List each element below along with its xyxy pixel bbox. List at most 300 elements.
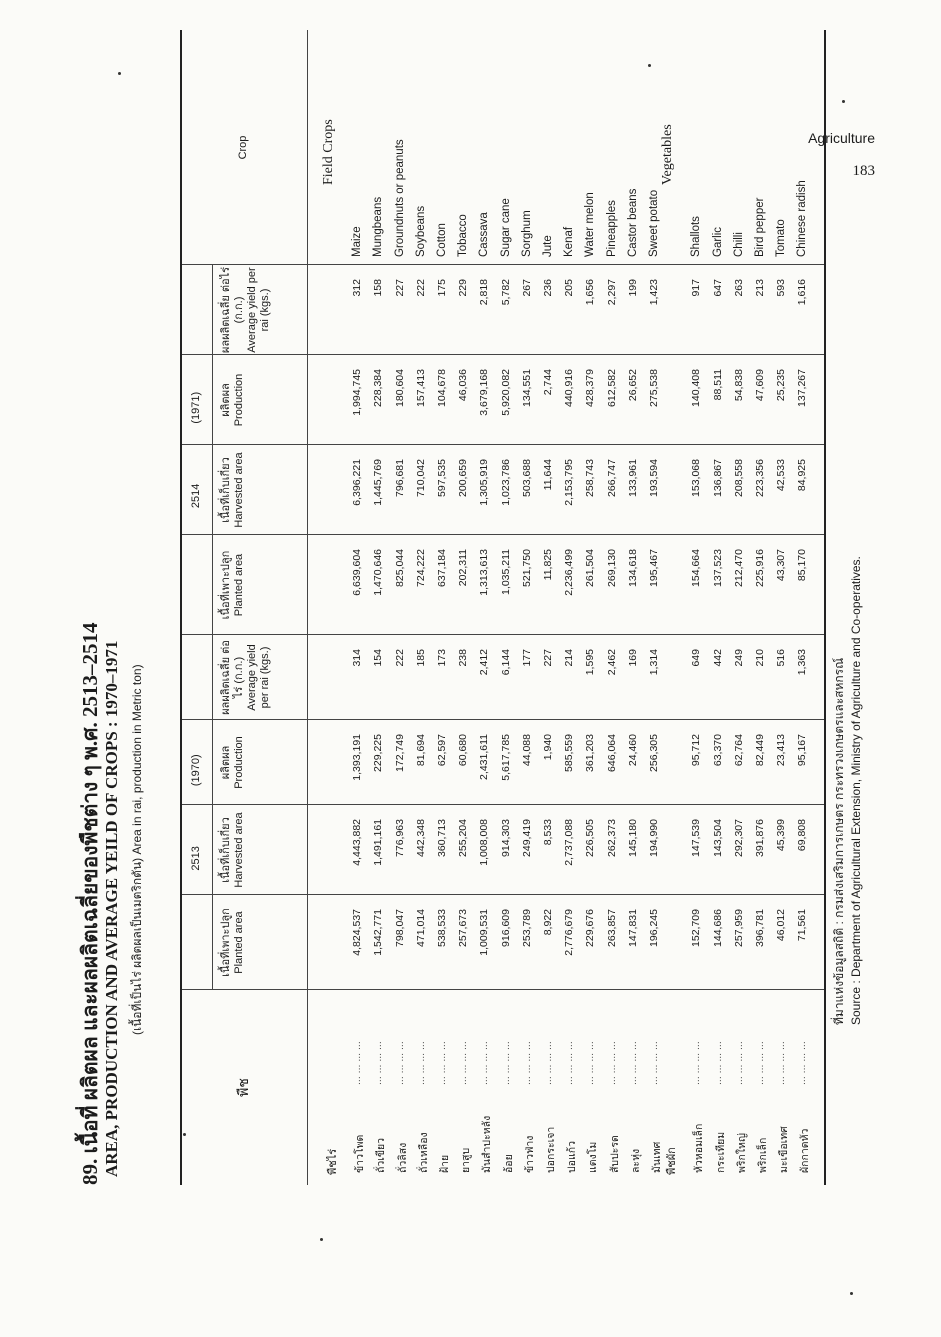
value-cell: 1,393,191 xyxy=(351,734,364,781)
value-cell: 46,036 xyxy=(457,369,470,402)
value-cell: 2,818 xyxy=(478,279,491,306)
value-cell: 1,008,008 xyxy=(478,819,491,866)
value-cell: 1,491,161 xyxy=(372,819,385,866)
table-row xyxy=(730,30,751,1185)
crop-english-name: Cassava xyxy=(478,212,491,257)
value-cell: 143,504 xyxy=(711,819,724,857)
value-cell: 133,961 xyxy=(626,459,639,497)
title-thai: 89. เนื้อที่ ผลิตผล และผลผลิตเฉลี่ยของพืชต่าง ๆ พ.ศ. 2513–2514 xyxy=(78,622,102,1185)
value-cell: 69,808 xyxy=(796,819,809,852)
table-row xyxy=(772,30,793,1185)
table-row xyxy=(581,30,602,1185)
crop-thai-name: ถั่วเขียว xyxy=(375,1137,388,1173)
unit-note: (เนื้อที่เป็นไร่ ผลิตผลเป็นเมตริกตัน) Area in rai, production in Metric ton) xyxy=(130,664,144,1035)
value-cell: 2,776,679 xyxy=(563,909,576,956)
col-header-en: Average yield per rai (kgs.) xyxy=(246,267,271,353)
year-rule xyxy=(212,265,213,635)
value-cell: 154 xyxy=(372,649,385,667)
value-cell: 85,170 xyxy=(796,549,809,582)
value-cell: 88,511 xyxy=(711,369,724,401)
header-rule xyxy=(307,30,308,1185)
value-cell: 175 xyxy=(436,279,448,297)
col-header-planted-area xyxy=(220,535,246,635)
value-cell: 442 xyxy=(711,649,724,667)
value-cell: 257,959 xyxy=(732,909,745,947)
table-row xyxy=(475,30,496,1185)
crop-english-name: Mungbeans xyxy=(372,196,385,257)
value-cell: 223,356 xyxy=(754,459,766,497)
crop-thai-name: พริกใหญ่ xyxy=(735,1133,748,1173)
value-cell: 637,184 xyxy=(436,549,448,587)
value-cell: 262,373 xyxy=(605,819,618,857)
crop-thai-name: กระเทียม xyxy=(714,1131,727,1173)
col-header-planted-area xyxy=(220,895,246,990)
crop-english-name: Water melon xyxy=(584,192,597,257)
col-header-en: Production xyxy=(233,736,245,789)
value-cell: 44,088 xyxy=(520,734,533,767)
crop-thai-name: ปอแก้ว xyxy=(566,1141,579,1173)
value-cell: 8,922 xyxy=(542,909,554,936)
value-cell: 258,743 xyxy=(584,459,597,497)
value-cell: 95,167 xyxy=(796,734,809,767)
value-cell: 314 xyxy=(351,649,364,667)
leader-dots: ... ... ... ... xyxy=(732,1041,745,1085)
col-header-thai: ผลิตผล xyxy=(220,383,232,417)
value-cell: 267 xyxy=(520,279,533,297)
col-header-harvested-area xyxy=(220,445,246,535)
group-heading-thai: พืชผัก xyxy=(665,1147,679,1175)
value-cell: 137,267 xyxy=(796,369,809,407)
crop-thai-name: มะเขือเทศ xyxy=(778,1126,791,1173)
table-row xyxy=(391,30,412,1185)
page-number: 183 xyxy=(852,163,875,179)
value-cell: 1,994,745 xyxy=(351,369,364,416)
value-cell: 222 xyxy=(393,649,406,667)
crop-thai-name: ผักกาดหัว xyxy=(799,1128,812,1173)
value-cell: 6,144 xyxy=(499,649,512,676)
value-cell: 249,419 xyxy=(520,819,533,857)
table-row xyxy=(645,30,666,1185)
value-cell: 1,940 xyxy=(542,734,554,761)
title-block xyxy=(70,30,182,1185)
speck xyxy=(842,100,845,103)
table-row xyxy=(687,30,708,1185)
crop-table xyxy=(180,30,826,1185)
value-cell: 253,789 xyxy=(520,909,533,947)
col-header-thai: เนื้อที่เพาะปลูก xyxy=(220,550,232,620)
value-cell: 396,781 xyxy=(754,909,766,947)
year-header-2513 xyxy=(190,635,203,990)
value-cell: 63,370 xyxy=(711,734,724,767)
col-header-en: Planted area xyxy=(233,553,245,617)
value-cell: 516 xyxy=(775,649,788,667)
crop-thai-header: พืช xyxy=(235,1078,251,1097)
value-cell: 153,068 xyxy=(690,459,703,497)
value-cell: 312 xyxy=(351,279,364,297)
value-cell: 361,203 xyxy=(584,734,597,772)
value-cell: 647 xyxy=(711,279,724,297)
value-cell: 45,399 xyxy=(775,819,788,852)
value-cell: 8,533 xyxy=(542,819,554,846)
value-cell: 95,712 xyxy=(690,734,703,767)
crop-thai-name: มันสำปะหลัง xyxy=(481,1115,494,1173)
crop-english-name: Sugar cane xyxy=(499,198,512,257)
crop-english-name: Chilli xyxy=(732,232,745,257)
col-header-thai: ผลผลิตเฉลี่ย ต่อไร่ (ก.ก.) xyxy=(220,266,245,354)
leader-dots: ... ... ... ... xyxy=(436,1041,448,1085)
leader-dots: ... ... ... ... xyxy=(754,1041,766,1085)
source-english: Source : Department of Agricultural Extension, Ministry of Agriculture and Co-operatives. xyxy=(849,556,863,1025)
value-cell: 796,681 xyxy=(393,459,406,497)
leader-dots: ... ... ... ... xyxy=(414,1041,427,1085)
rotated-table-page xyxy=(70,30,870,1185)
table-row xyxy=(539,30,560,1185)
value-cell: 612,582 xyxy=(605,369,618,407)
col-header-thai: ผลผลิตเฉลี่ย ต่อไร่ (ก.ก.) xyxy=(220,640,245,715)
crop-english-name: Sorghum xyxy=(520,210,533,257)
crop-english-name: Garlic xyxy=(711,226,724,257)
source-thai: ที่มาแห่งข้อมูลสถิติ : กรมส่งเสริมการเกษตร กระทรวงเกษตรและสหกรณ์ xyxy=(832,657,846,1025)
value-cell: 256,305 xyxy=(648,734,660,772)
value-cell: 62,764 xyxy=(732,734,745,767)
value-cell: 597,535 xyxy=(436,459,448,497)
value-cell: 214 xyxy=(563,649,576,667)
crop-english-name: Shallots xyxy=(690,216,703,257)
leader-dots: ... ... ... ... xyxy=(711,1041,724,1085)
value-cell: 46,012 xyxy=(775,909,788,942)
value-cell: 169 xyxy=(626,649,639,667)
value-cell: 2,412 xyxy=(478,649,491,676)
value-cell: 440,916 xyxy=(563,369,576,407)
value-cell: 266,747 xyxy=(605,459,618,497)
value-cell: 193,594 xyxy=(648,459,660,497)
value-cell: 196,245 xyxy=(648,909,660,947)
leader-dots: ... ... ... ... xyxy=(563,1041,576,1085)
value-cell: 173 xyxy=(436,649,448,667)
year-en: (1970) xyxy=(190,754,202,787)
table-row xyxy=(497,30,518,1185)
crop-thai-name: ข้าวโพด xyxy=(354,1134,367,1173)
value-cell: 104,678 xyxy=(436,369,448,407)
value-cell: 205 xyxy=(563,279,576,297)
speck xyxy=(850,1292,853,1295)
crop-english-name: Pineapples xyxy=(605,200,618,257)
crop-thai-name: มันเทศ xyxy=(651,1141,663,1173)
leader-dots: ... ... ... ... xyxy=(775,1041,788,1085)
col-header-average-yield-per-rai-kgs- xyxy=(220,635,272,720)
value-cell: 776,963 xyxy=(393,819,406,857)
crop-thai-name: ละหุ่ง xyxy=(629,1148,642,1173)
table-row xyxy=(412,30,433,1185)
leader-dots: ... ... ... ... xyxy=(605,1041,618,1085)
value-cell: 147,831 xyxy=(626,909,639,947)
value-cell: 229 xyxy=(457,279,470,297)
table-row xyxy=(603,30,624,1185)
crop-english-name: Tomato xyxy=(775,219,788,257)
value-cell: 172,749 xyxy=(393,734,406,772)
speck xyxy=(648,64,651,67)
col-header-en: Average yield per rai (kgs.) xyxy=(246,644,271,711)
value-cell: 200,659 xyxy=(457,459,470,497)
leader-dots: ... ... ... ... xyxy=(351,1041,364,1085)
crop-english-name: Groundnuts or peanuts xyxy=(393,139,406,257)
value-cell: 1,595 xyxy=(584,649,597,676)
value-cell: 229,225 xyxy=(372,734,385,772)
col-header-en: Harvested area xyxy=(233,452,245,528)
crop-english-name: Soybeans xyxy=(414,205,427,257)
value-cell: 229,676 xyxy=(584,909,597,947)
leader-dots: ... ... ... ... xyxy=(626,1041,639,1085)
value-cell: 47,609 xyxy=(754,369,766,402)
value-cell: 5,617,785 xyxy=(499,734,512,781)
col-header-en: Harvested area xyxy=(233,812,245,888)
value-cell: 158 xyxy=(372,279,385,297)
value-cell: 62,597 xyxy=(436,734,448,767)
value-cell: 585,559 xyxy=(563,734,576,772)
crop-thai-name: ถั่วลิสง xyxy=(396,1142,409,1173)
table-row xyxy=(518,30,539,1185)
crop-thai-name: สับปะรด xyxy=(608,1135,621,1173)
value-cell: 649 xyxy=(690,649,703,667)
crop-english-name: Maize xyxy=(351,226,364,257)
value-cell: 227 xyxy=(393,279,406,297)
col-header-harvested-area xyxy=(220,805,246,895)
value-cell: 177 xyxy=(520,649,533,667)
crop-thai-name: ยาสูบ xyxy=(460,1147,473,1173)
value-cell: 2,153,795 xyxy=(563,459,576,506)
value-cell: 2,297 xyxy=(605,279,618,306)
table-row xyxy=(348,30,369,1185)
table-row xyxy=(751,30,772,1185)
crop-english-name: Jute xyxy=(542,235,554,257)
crop-english-name: Chinese radish xyxy=(796,180,809,257)
value-cell: 2,462 xyxy=(605,649,618,676)
crop-english-name: Castor beans xyxy=(626,188,639,257)
crop-english-name: Tobacco xyxy=(457,214,470,257)
speck xyxy=(320,1238,323,1241)
value-cell: 261,504 xyxy=(584,549,597,587)
value-cell: 724,222 xyxy=(414,549,427,587)
value-cell: 213 xyxy=(754,279,766,297)
title-english: AREA, PRODUCTION AND AVERAGE YEILD OF CROPS : 1970–1971 xyxy=(102,640,121,1177)
value-cell: 6,396,221 xyxy=(351,459,364,506)
value-cell: 147,539 xyxy=(690,819,703,857)
leader-dots: ... ... ... ... xyxy=(584,1041,597,1085)
value-cell: 25,235 xyxy=(775,369,788,402)
value-cell: 916,609 xyxy=(499,909,512,947)
value-cell: 391,876 xyxy=(754,819,766,857)
value-cell: 503,688 xyxy=(520,459,533,497)
year-thai: 2514 xyxy=(190,483,202,509)
value-cell: 42,533 xyxy=(775,459,788,492)
value-cell: 194,990 xyxy=(648,819,660,857)
crop-thai-name: แตงโม xyxy=(587,1141,600,1173)
value-cell: 521,750 xyxy=(520,549,533,587)
crop-english-name: Cotton xyxy=(436,223,448,257)
group-heading-en: Field Crops xyxy=(321,119,336,185)
value-cell: 54,838 xyxy=(732,369,745,402)
col-header-en: Planted area xyxy=(233,911,245,974)
value-cell: 710,042 xyxy=(414,459,427,497)
value-cell: 228,384 xyxy=(372,369,385,407)
value-cell: 134,618 xyxy=(626,549,639,587)
value-cell: 269,130 xyxy=(605,549,618,587)
value-cell: 210 xyxy=(754,649,766,667)
value-cell: 199 xyxy=(626,279,639,297)
value-cell: 1,616 xyxy=(796,279,809,306)
value-cell: 24,460 xyxy=(626,734,639,767)
leader-dots: ... ... ... ... xyxy=(478,1041,491,1085)
value-cell: 145,180 xyxy=(626,819,639,857)
value-cell: 263 xyxy=(732,279,745,297)
value-cell: 1,470,646 xyxy=(372,549,385,596)
value-cell: 5,920,082 xyxy=(499,369,512,416)
crop-thai-name: หัวหอมเล็ก xyxy=(693,1123,706,1173)
table-row xyxy=(560,30,581,1185)
leader-dots: ... ... ... ... xyxy=(542,1041,554,1085)
value-cell: 136,867 xyxy=(711,459,724,497)
crop-english-name: Sweet potato xyxy=(648,189,660,257)
value-cell: 81,694 xyxy=(414,734,427,767)
crop-english-name: Bird pepper xyxy=(754,197,766,257)
group-heading-thai: พืชไร่ xyxy=(326,1148,339,1175)
value-cell: 257,673 xyxy=(457,909,470,947)
value-cell: 227 xyxy=(542,649,554,667)
value-cell: 236 xyxy=(542,279,554,297)
col-header-production xyxy=(220,355,246,445)
value-cell: 225,916 xyxy=(754,549,766,587)
crop-thai-name: ฝ้าย xyxy=(439,1154,451,1173)
table-row xyxy=(454,30,475,1185)
crop-en-header: Crop xyxy=(237,135,249,160)
value-cell: 23,413 xyxy=(775,734,788,767)
value-cell: 144,686 xyxy=(711,909,724,947)
value-cell: 4,824,537 xyxy=(351,909,364,956)
value-cell: 275,538 xyxy=(648,369,660,407)
value-cell: 212,470 xyxy=(732,549,745,587)
value-cell: 255,204 xyxy=(457,819,470,857)
value-cell: 917 xyxy=(690,279,703,297)
value-cell: 43,307 xyxy=(775,549,788,582)
value-cell: 11,644 xyxy=(542,459,554,491)
crop-english-name: Kenaf xyxy=(563,226,576,257)
value-cell: 134,551 xyxy=(520,369,533,407)
value-cell: 185 xyxy=(414,649,427,667)
col-header-thai: เนื้อที่เก็บเกี่ยว xyxy=(220,457,232,523)
value-cell: 442,348 xyxy=(414,819,427,857)
value-cell: 428,379 xyxy=(584,369,597,407)
year-header-2514 xyxy=(190,265,203,635)
value-cell: 263,857 xyxy=(605,909,618,947)
value-cell: 1,363 xyxy=(796,649,809,676)
value-cell: 82,449 xyxy=(754,734,766,767)
table-row xyxy=(793,30,814,1185)
value-cell: 202,311 xyxy=(457,549,470,587)
col-header-thai: ผลิตผล xyxy=(220,745,232,780)
value-cell: 825,044 xyxy=(393,549,406,587)
leader-dots: ... ... ... ... xyxy=(499,1041,512,1085)
value-cell: 1,313,613 xyxy=(478,549,491,596)
group-heading-en: Vegetables xyxy=(660,124,676,185)
value-cell: 2,236,499 xyxy=(563,549,576,596)
table-row xyxy=(624,30,645,1185)
value-cell: 6,639,604 xyxy=(351,549,364,596)
value-cell: 1,023,786 xyxy=(499,459,512,506)
crop-thai-name: ปอกระเจา xyxy=(545,1126,557,1173)
leader-dots: ... ... ... ... xyxy=(648,1041,660,1085)
value-cell: 180,604 xyxy=(393,369,406,407)
value-cell: 1,305,919 xyxy=(478,459,491,506)
leader-dots: ... ... ... ... xyxy=(520,1041,533,1085)
value-cell: 3,679,168 xyxy=(478,369,491,416)
value-cell: 5,782 xyxy=(499,279,512,306)
year-rule xyxy=(212,635,213,990)
value-cell: 1,445,769 xyxy=(372,459,385,506)
value-cell: 2,737,088 xyxy=(563,819,576,866)
value-cell: 1,542,771 xyxy=(372,909,385,956)
col-header-average-yield-per-rai-kgs- xyxy=(220,265,272,355)
value-cell: 84,925 xyxy=(796,459,809,492)
value-cell: 26,652 xyxy=(626,369,639,402)
value-cell: 226,505 xyxy=(584,819,597,857)
value-cell: 593 xyxy=(775,279,788,297)
running-title: Agriculture xyxy=(808,130,875,146)
value-cell: 471,014 xyxy=(414,909,427,947)
value-cell: 1,009,531 xyxy=(478,909,491,956)
table-row xyxy=(369,30,390,1185)
crop-thai-name: ถั่วเหลือง xyxy=(417,1132,430,1173)
crop-thai-name: พริกเล็ก xyxy=(757,1137,769,1173)
leader-dots: ... ... ... ... xyxy=(690,1041,703,1085)
value-cell: 646,064 xyxy=(605,734,618,772)
leader-dots: ... ... ... ... xyxy=(372,1041,385,1085)
value-cell: 11,825 xyxy=(542,549,554,581)
value-cell: 1,423 xyxy=(648,279,660,306)
value-cell: 195,467 xyxy=(648,549,660,587)
value-cell: 1,035,211 xyxy=(499,549,512,595)
value-cell: 222 xyxy=(414,279,427,297)
table-row xyxy=(709,30,730,1185)
leader-dots: ... ... ... ... xyxy=(796,1041,809,1085)
crop-thai-name: ข้าวฟ่าง xyxy=(523,1135,536,1173)
value-cell: 152,709 xyxy=(690,909,703,947)
value-cell: 154,664 xyxy=(690,549,703,587)
value-cell: 2,431,611 xyxy=(478,734,491,780)
table-row xyxy=(433,30,454,1185)
value-cell: 238 xyxy=(457,649,470,667)
speck xyxy=(183,1133,186,1136)
col-header-production xyxy=(220,720,246,805)
year-thai: 2513 xyxy=(190,846,202,871)
value-cell: 292,307 xyxy=(732,819,745,857)
speck xyxy=(118,72,121,75)
year-en: (1971) xyxy=(190,391,202,424)
col-header-en: Production xyxy=(233,373,245,427)
leader-dots: ... ... ... ... xyxy=(393,1041,406,1085)
col-header-thai: เนื้อที่เก็บเกี่ยว xyxy=(220,817,232,883)
value-cell: 1,656 xyxy=(584,279,597,306)
value-cell: 137,523 xyxy=(711,549,724,587)
value-cell: 208,558 xyxy=(732,459,745,497)
crop-thai-name: อ้อย xyxy=(502,1154,515,1173)
value-cell: 60,680 xyxy=(457,734,470,767)
value-cell: 2,744 xyxy=(542,369,554,396)
value-cell: 1,314 xyxy=(648,649,660,676)
leader-dots: ... ... ... ... xyxy=(457,1041,470,1085)
value-cell: 249 xyxy=(732,649,745,667)
col-header-thai: เนื้อที่เพาะปลูก xyxy=(220,908,232,977)
value-cell: 157,413 xyxy=(414,369,427,407)
